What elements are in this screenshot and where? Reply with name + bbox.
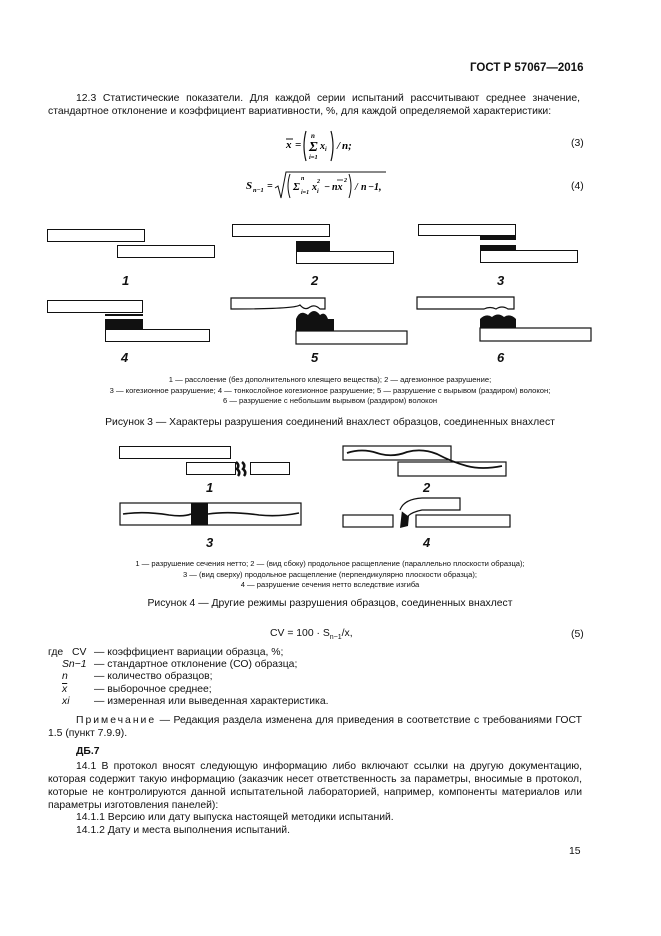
adherend-bottom	[480, 250, 578, 263]
equation-3-number: (3)	[571, 138, 584, 149]
adherend-top	[418, 224, 516, 236]
adherend-bottom	[117, 245, 215, 258]
svg-text:n: n	[361, 182, 367, 193]
adhesive-layer	[105, 319, 143, 329]
svg-text:n;: n;	[342, 140, 352, 152]
bending-break-drawing	[342, 496, 512, 536]
db7-paragraph-14-1-2: 14.1.2 Дату и места выполнения испытаний.	[76, 825, 290, 836]
definition-text: — количество образцов;	[94, 671, 213, 683]
definition-row-s	[48, 659, 588, 671]
definition-text: — измеренная или выведенная характеристика.	[94, 695, 329, 707]
svg-text:/: /	[337, 140, 341, 152]
svg-text:x: x	[286, 139, 292, 151]
fig4-label-4: 4	[423, 535, 431, 550]
adherend-bottom	[105, 329, 210, 342]
svg-text:−1,: −1,	[368, 182, 382, 193]
svg-text:Σ: Σ	[309, 140, 318, 155]
definition-text: — стандартное отклонение (СО) образца;	[94, 659, 298, 671]
svg-text:x: x	[312, 182, 317, 193]
fig3-label-1: 1	[122, 273, 130, 288]
section-12-3-paragraph: 12.3 Статистические показатели. Для каждой серии испытаний рассчитывают среднее значение, стандартное отклонение и коэффициент вариативности, %, для каждой определяемой характеристики:	[48, 93, 580, 117]
fig4-label-3: 3	[206, 535, 214, 550]
svg-text:S: S	[246, 180, 253, 192]
fig3-label-4: 4	[121, 350, 129, 365]
svg-text:n: n	[311, 132, 315, 140]
longitudinal-split-top-drawing	[119, 501, 304, 527]
equation-5	[270, 627, 353, 644]
definitions-where: где	[48, 647, 64, 658]
db7-paragraph-14-1: 14.1 В протокол вносят следующую информацию либо включают ссылки на другую документацию, которая содержит такую информацию (заказчик несет ответственность за параметры, вносимые в протокол, которые не контролируются данной испытательной лабораторией, например, компоненты материалов или параметры изготовления панелей):	[48, 761, 582, 811]
equation-5-main: CV = 100 · S	[270, 628, 330, 639]
adherend-bottom-left	[186, 462, 236, 475]
svg-text:−: −	[324, 182, 331, 193]
adherend-top	[47, 229, 145, 242]
fig3-title: Рисунок 3 — Характеры разрушения соединений внахлест образцов, соединенных внахлест	[105, 417, 555, 428]
fig3-legend-line-2: 3 — когезионное разрушение; 4 — тонкослойное когезионное разрушение; 5 — разрушение с вырывом (раздиром) волокон;	[109, 385, 551, 395]
definition-row-n	[48, 671, 588, 683]
definitions-list	[48, 647, 588, 708]
fig3-legend-line-1: 1 — расслоение (без дополнительного клеящего вещества); 2 — адгезионное разрушение;	[168, 375, 492, 384]
definition-text: — выборочное среднее;	[94, 683, 212, 695]
adhesive-thin-top	[105, 314, 143, 316]
svg-text:=: =	[267, 181, 273, 192]
svg-text:n−1: n−1	[253, 187, 264, 194]
definition-row-cv	[48, 647, 588, 659]
equation-3	[284, 128, 364, 164]
adherend-bottom-right	[250, 462, 290, 475]
definition-row-xbar	[48, 684, 588, 696]
fig3-legend	[30, 375, 630, 407]
definition-symbol: xi	[62, 695, 70, 707]
svg-text:i: i	[325, 147, 327, 153]
equation-4-number: (4)	[571, 181, 584, 192]
fig3-label-3: 3	[497, 273, 505, 288]
small-fiber-tear-drawing	[416, 295, 556, 345]
fig4-title: Рисунок 4 — Другие режимы разрушения образцов, соединенных внахлест	[147, 598, 513, 609]
longitudinal-split-side-drawing	[342, 444, 512, 480]
svg-text:nx: nx	[332, 182, 343, 193]
definition-symbol: n	[62, 671, 68, 683]
note-label: Примечание	[76, 715, 157, 726]
note-text: — Редакция раздела изменена для приведения в соответствие с требованиями ГОСТ 1.5 (пункт 7.9.9).	[48, 715, 582, 739]
fig4-label-1: 1	[206, 480, 214, 495]
fig4-legend	[30, 559, 630, 591]
fiber-tear-drawing	[230, 295, 370, 345]
definition-text: — коэффициент вариации образца, %;	[94, 647, 284, 658]
adherend-top	[119, 446, 231, 459]
definition-symbol: Sn−1	[62, 659, 87, 671]
page-number: 15	[569, 846, 581, 857]
fig4-label-2: 2	[423, 480, 431, 495]
fig4-legend-line-3: 4 — разрушение сечения нетто вследствие изгиба	[240, 580, 420, 589]
svg-text:i=1: i=1	[301, 190, 310, 196]
adherend-bottom	[296, 251, 394, 264]
svg-text:2: 2	[344, 178, 347, 184]
definition-symbol: $\overline{x}$	[62, 683, 68, 695]
fig3-label-6: 6	[497, 350, 505, 365]
svg-text:=: =	[295, 139, 302, 151]
adhesive-top-part	[480, 236, 516, 240]
svg-text:Σ: Σ	[293, 181, 300, 193]
adherend-top	[232, 224, 330, 237]
definition-row-xi	[48, 696, 588, 708]
db7-paragraph-14-1-1: 14.1.1 Версию или дату выпуска настоящей методики испытаний.	[76, 812, 394, 823]
adhesive-layer	[296, 241, 330, 251]
fig4-legend-line-2: 3 — (вид сверху) продольное расщепление (перпендикулярно плоскости образца);	[182, 569, 478, 579]
svg-text:i=1: i=1	[309, 154, 318, 161]
svg-text:n: n	[301, 176, 305, 182]
fig3-label-2: 2	[311, 273, 319, 288]
svg-text:2: 2	[317, 179, 320, 185]
equation-5-sub: n−1	[329, 634, 342, 642]
db7-heading: ДБ.7	[76, 746, 100, 757]
equation-5-number: (5)	[571, 629, 584, 640]
svg-text:x: x	[320, 141, 325, 152]
fig3-legend-line-3: 6 — разрушение с небольшим вырывом (раздиром) волокон	[222, 396, 438, 405]
note-paragraph	[48, 714, 582, 740]
adherend-top	[47, 300, 143, 313]
fig3-label-5: 5	[311, 350, 319, 365]
definition-symbol: CV	[72, 647, 87, 658]
standard-id-header: ГОСТ Р 57067—2016	[470, 62, 584, 74]
equation-5-tail: /x,	[341, 628, 353, 639]
equation-4	[246, 170, 396, 202]
svg-text:/: /	[355, 182, 358, 193]
fig4-legend-line-1: 1 — разрушение сечения нетто; 2 — (вид сбоку) продольное расщепление (параллельно плоскости образца);	[135, 559, 525, 568]
svg-text:i: i	[317, 189, 319, 195]
